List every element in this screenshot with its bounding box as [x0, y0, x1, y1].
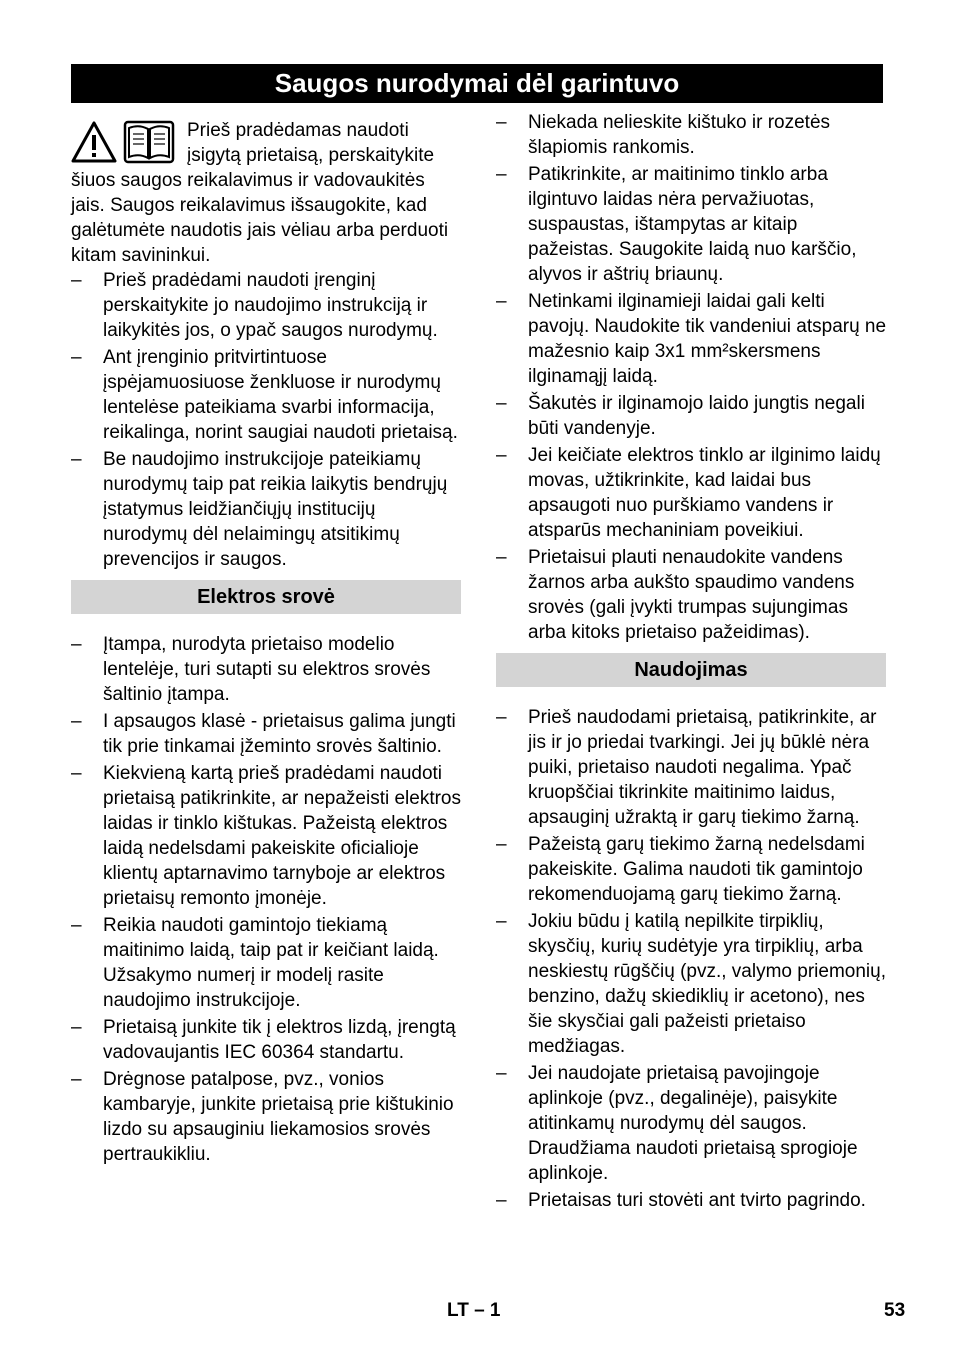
dash-bullet: –: [496, 707, 507, 728]
list-item: – Prietaisą junkite tik į elektros lizdą, įrengtą vadovaujantis IEC 60364 standartu.: [71, 1017, 456, 1063]
list-item: – Niekada nelieskite kištuko ir rozetės šlapiomis rankomis.: [496, 112, 831, 158]
dash-bullet: –: [496, 164, 507, 185]
safety-list-continued: [496, 110, 888, 645]
dash-bullet: –: [71, 763, 82, 784]
dash-bullet: –: [496, 834, 507, 855]
dash-bullet: –: [496, 1063, 507, 1084]
dash-bullet: –: [496, 393, 507, 414]
list-item: – I apsaugos klasė - prietaisus galima jungti tik prie tinkamai įžeminto srovės šaltinio.: [71, 711, 456, 757]
dash-bullet: –: [496, 547, 507, 568]
left-column: [71, 118, 463, 1169]
dash-bullet: –: [496, 291, 507, 312]
list-item: – Reikia naudoti gamintojo tiekiamą maitinimo laidą, taip pat ir keičiant laidą. Užsakymo numerį ir modelį rasite naudojimo instrukcijoje.: [71, 915, 439, 1011]
dash-bullet: –: [496, 911, 507, 932]
dash-bullet: –: [71, 347, 82, 368]
manual-book-icon: [123, 120, 175, 171]
dash-bullet: –: [496, 1190, 507, 1211]
list-item: – Šakutės ir ilginamojo laido jungtis negali būti vandenyje.: [496, 393, 865, 439]
list-item: – Ant įrenginio pritvirtintuose įspėjamuosiuose ženkluose ir nurodymų lentelėse pateikiama svarbi informacija, reikalinga, norint saugiai naudoti prietaisą.: [71, 347, 458, 443]
list-item: – Netinkami ilginamieji laidai gali kelti pavojų. Naudokite tik vandeniui atsparų ne mažesnio kaip 3x1 mm²skersmens ilginamąjį laidą.: [496, 291, 887, 387]
dash-bullet: –: [71, 1017, 82, 1038]
section-heading-electric: Elektros srovė: [71, 580, 461, 614]
warning-triangle-icon: [71, 120, 117, 171]
list-item: – Prieš naudodami prietaisą, patikrinkite, ar jis ir jo priedai tvarkingi. Jei jų būklė nėra puiki, prietaiso naudoti negalima. Ypač kruopščiai tikrinkite maitinimo laidus, apsauginį užraktą ir garų tiekimo žarną.: [496, 707, 877, 828]
safety-list: [71, 268, 463, 572]
dash-bullet: –: [71, 915, 82, 936]
dash-bullet: –: [71, 634, 82, 655]
dash-bullet: –: [71, 270, 82, 291]
list-item: – Įtampa, nurodyta prietaiso modelio lentelėje, turi sutapti su elektros srovės šaltinio įtampa.: [71, 634, 431, 705]
list-item: – Pažeistą garų tiekimo žarną nedelsdami pakeiskite. Galima naudoti tik gamintojo rekomenduojamą garų tiekimo žarną.: [496, 834, 865, 905]
dash-bullet: –: [496, 445, 507, 466]
intro-icons: [71, 120, 181, 166]
intro-text: Prieš pradėdamas naudoti įsigytą prietaisą, perskaitykite šiuos saugos reikalavimus ir vadovaukitės jais. Saugos reikalavimus išsaugokite, kad galėtumėte naudotis jais vėliau arba perduoti kitam savininkui.: [71, 120, 449, 266]
footer-language-label: LT – 1: [447, 1300, 501, 1321]
dash-bullet: –: [71, 449, 82, 470]
dash-bullet: –: [496, 112, 507, 133]
list-item: – Prietaisui plauti nenaudokite vandens žarnos arba aukšto spaudimo vandens srovės (gali įvykti trumpas sujungimas arba kitoks prietaiso pažeidimas).: [496, 547, 855, 643]
list-item: – Kiekvieną kartą prieš pradėdami naudoti prietaisą patikrinkite, ar nepažeisti elektros laidas ir tinklo kištukas. Pažeistą elektros laidą nedelsdami pakeiskite oficialioje klientų aptarnavimo tarnyboje ar elektros prietaisų remonto įmonėje.: [71, 763, 462, 909]
intro-block: [71, 118, 463, 268]
page-title: Saugos nurodymai dėl garintuvo: [71, 64, 883, 103]
list-item: – Prieš pradėdami naudoti įrenginį perskaitykite jo naudojimo instrukciją ir laikykitės jos, o ypač saugos nurodymų.: [71, 270, 438, 341]
section-heading-usage: Naudojimas: [496, 653, 886, 687]
dash-bullet: –: [71, 711, 82, 732]
list-item: – Be naudojimo instrukcijoje pateikiamų nurodymų taip pat reikia laikytis bendrųjų įstatymus leidžiančiųjų institucijų nurodymų dėl nelaimingų atsitikimų prevencijos ir saugos.: [71, 449, 448, 570]
list-item: – Patikrinkite, ar maitinimo tinklo arba ilgintuvo laidas nėra pervažiuotas, suspaustas, ištampytas ar kitaip pažeistas. Saugokite laidą nuo karščio, alyvos ir aštrių briaunų.: [496, 164, 857, 285]
dash-bullet: –: [71, 1069, 82, 1090]
electric-list: [71, 632, 463, 1167]
list-item: – Drėgnose patalpose, pvz., vonios kambaryje, junkite prietaisą prie kištukinio lizdo su apsauginiu liekamosios srovės pertraukikliu.: [71, 1069, 454, 1165]
list-item: – Prietaisas turi stovėti ant tvirto pagrindo.: [496, 1190, 866, 1211]
list-item: – Jokiu būdu į katilą nepilkite tirpiklių, skysčių, kurių sudėtyje yra tirpiklių, arba neskiestų rūgščių (pvz., valymo priemonių, benzino, dažų skiediklių ir acetono), nes šie skysčiai gali pažeisti prietaiso medžiagas.: [496, 911, 886, 1057]
usage-list: [496, 705, 888, 1213]
right-column: [496, 110, 888, 1215]
list-item: – Jei keičiate elektros tinklo ar ilginimo laidų movas, užtikrinkite, kad laidai bus apsaugoti nuo purškiamo vandens ir atsparūs mechaniniam poveikiui.: [496, 445, 881, 541]
page-number: 53: [884, 1300, 906, 1321]
list-item: – Jei naudojate prietaisą pavojingoje aplinkoje (pvz., degalinėje), paisykite atitinkamų nurodymų dėl saugos. Draudžiama naudoti prietaisą sprogioje aplinkoje.: [496, 1063, 858, 1184]
